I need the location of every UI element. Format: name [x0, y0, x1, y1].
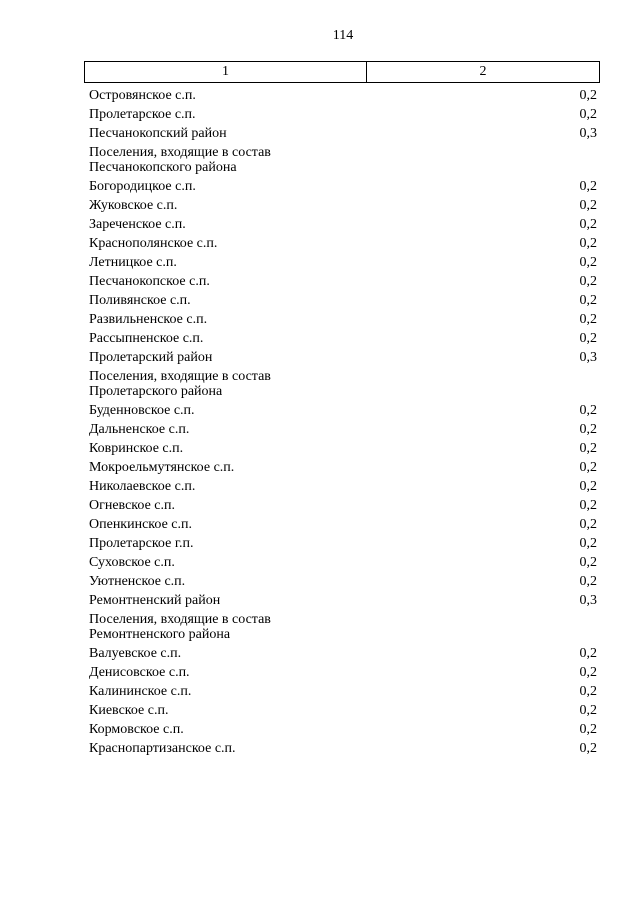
table-row	[89, 329, 597, 348]
table-row	[89, 105, 597, 124]
column-header-1: 1	[85, 62, 367, 82]
row-value: 0,3	[579, 593, 597, 608]
row-label: Огневское с.п.	[89, 498, 175, 513]
table-row	[89, 143, 597, 177]
table-row	[89, 234, 597, 253]
table-row	[89, 196, 597, 215]
page-number: 114	[332, 28, 354, 43]
row-label: Мокроельмутянское с.п.	[89, 460, 235, 475]
table-row	[89, 682, 597, 701]
row-label: Поселения, входящие в состав Песчанокопского района	[89, 145, 271, 175]
table-row	[89, 272, 597, 291]
row-value: 0,3	[579, 126, 597, 141]
row-label: Уютненское с.п.	[89, 574, 186, 589]
table-row	[89, 644, 597, 663]
row-label: Дальненское с.п.	[89, 422, 190, 437]
row-value: 0,2	[579, 107, 597, 122]
row-label: Песчанокопское с.п.	[89, 274, 210, 289]
table-row	[89, 553, 597, 572]
row-label: Краснополянское с.п.	[89, 236, 218, 251]
row-value: 0,2	[579, 665, 597, 680]
row-label: Ремонтненский район	[89, 593, 221, 608]
row-value: 0,2	[579, 217, 597, 232]
row-value: 0,2	[579, 255, 597, 270]
table-row	[89, 515, 597, 534]
row-label: Рассыпненское с.п.	[89, 331, 204, 346]
table-header	[84, 61, 600, 83]
table-row	[89, 458, 597, 477]
table-row	[89, 534, 597, 553]
table-row	[89, 701, 597, 720]
column-header-2: 2	[479, 64, 487, 79]
row-label: Поливянское с.п.	[89, 293, 191, 308]
row-label: Пролетарский район	[89, 350, 213, 365]
row-value: 0,2	[579, 479, 597, 494]
table-row	[89, 663, 597, 682]
table-row	[89, 177, 597, 196]
row-value: 0,2	[579, 517, 597, 532]
row-value: 0,2	[579, 574, 597, 589]
row-label: Островянское с.п.	[89, 88, 196, 103]
row-value: 0,2	[579, 274, 597, 289]
row-label: Калининское с.п.	[89, 684, 192, 699]
row-label: Валуевское с.п.	[89, 646, 182, 661]
row-label: Поселения, входящие в состав Пролетарского района	[89, 369, 271, 399]
row-label: Опенкинское с.п.	[89, 517, 192, 532]
table-row	[89, 291, 597, 310]
row-value: 0,2	[579, 403, 597, 418]
row-value: 0,2	[579, 236, 597, 251]
table-row	[89, 496, 597, 515]
row-value: 0,2	[579, 88, 597, 103]
row-value: 0,2	[579, 646, 597, 661]
table-row	[89, 591, 597, 610]
row-label: Краснопартизанское с.п.	[89, 741, 236, 756]
table-row	[89, 348, 597, 367]
table-row	[89, 253, 597, 272]
row-value: 0,2	[579, 312, 597, 327]
row-value: 0,2	[579, 555, 597, 570]
row-label: Денисовское с.п.	[89, 665, 190, 680]
table-body	[89, 86, 597, 758]
table-row	[89, 610, 597, 644]
table-row	[89, 401, 597, 420]
row-value: 0,2	[579, 703, 597, 718]
row-label: Поселения, входящие в состав Ремонтненского района	[89, 612, 271, 642]
row-label: Летницкое с.п.	[89, 255, 177, 270]
table-row	[89, 439, 597, 458]
row-label: Николаевское с.п.	[89, 479, 196, 494]
row-label: Развильненское с.п.	[89, 312, 208, 327]
table-row	[89, 739, 597, 758]
row-label: Богородицкое с.п.	[89, 179, 196, 194]
row-label: Киевское с.п.	[89, 703, 169, 718]
table-row	[89, 420, 597, 439]
row-label: Зареченское с.п.	[89, 217, 186, 232]
row-value: 0,2	[579, 179, 597, 194]
row-label: Суховское с.п.	[89, 555, 175, 570]
row-value: 0,2	[579, 198, 597, 213]
row-label: Ковринское с.п.	[89, 441, 184, 456]
row-value: 0,2	[579, 684, 597, 699]
row-label: Буденновское с.п.	[89, 403, 195, 418]
row-value: 0,2	[579, 422, 597, 437]
table-row	[89, 215, 597, 234]
row-label: Жуковское с.п.	[89, 198, 178, 213]
row-value: 0,2	[579, 460, 597, 475]
table-row	[89, 720, 597, 739]
row-value: 0,2	[579, 722, 597, 737]
table-row	[89, 367, 597, 401]
table-row	[89, 124, 597, 143]
row-value: 0,2	[579, 441, 597, 456]
row-label: Пролетарское с.п.	[89, 107, 196, 122]
row-value: 0,2	[579, 498, 597, 513]
row-value: 0,2	[579, 741, 597, 756]
row-value: 0,3	[579, 350, 597, 365]
row-value: 0,2	[579, 331, 597, 346]
row-label: Пролетарское г.п.	[89, 536, 194, 551]
table-row	[89, 572, 597, 591]
table-row	[89, 310, 597, 329]
table-row	[89, 86, 597, 105]
row-value: 0,2	[579, 293, 597, 308]
row-label: Песчанокопский район	[89, 126, 227, 141]
row-value: 0,2	[579, 536, 597, 551]
row-label: Кормовское с.п.	[89, 722, 184, 737]
table-row	[89, 477, 597, 496]
